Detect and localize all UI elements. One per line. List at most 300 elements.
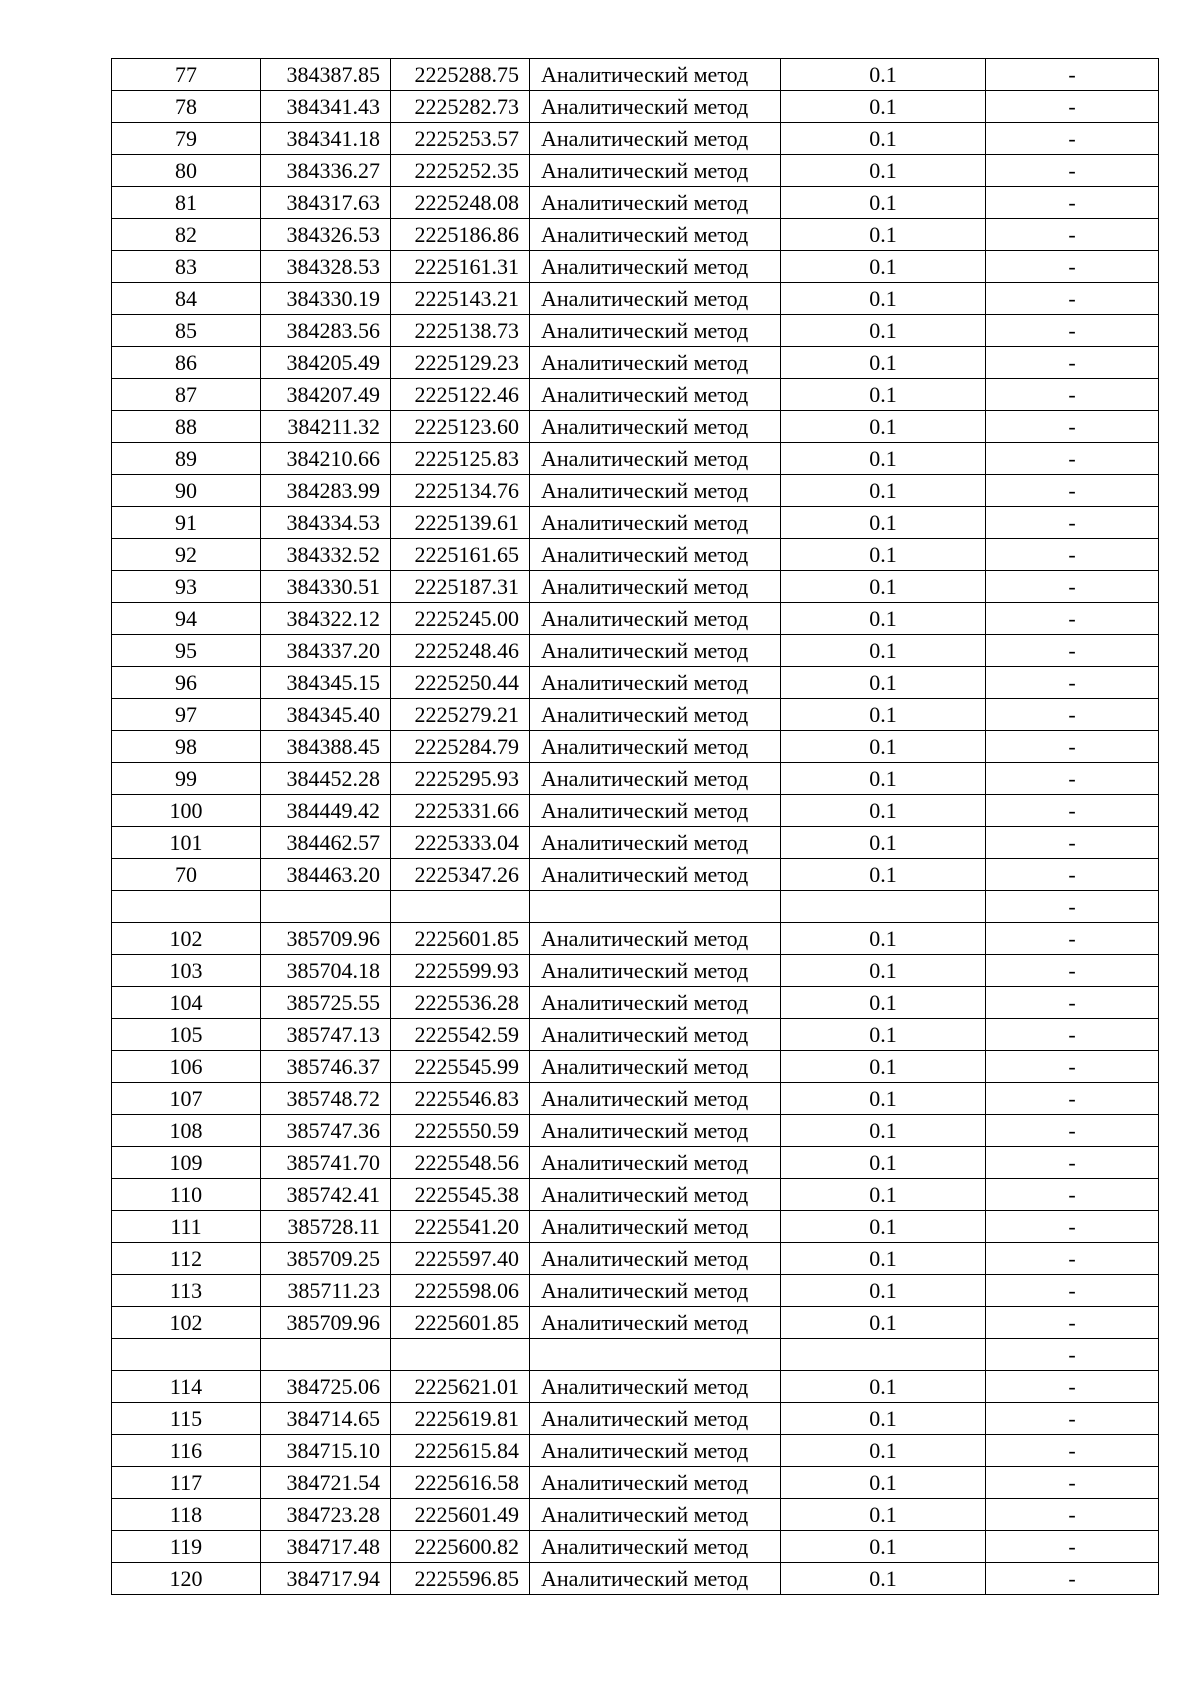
x-coordinate-cell: 385748.72 xyxy=(261,1083,391,1115)
note-cell: - xyxy=(986,955,1159,987)
method-cell: Аналитический метод xyxy=(530,635,781,667)
y-coordinate-cell: 2225253.57 xyxy=(391,123,530,155)
method-cell: Аналитический метод xyxy=(530,187,781,219)
note-cell: - xyxy=(986,155,1159,187)
table-row xyxy=(112,795,1159,827)
point-number-cell: 119 xyxy=(112,1531,261,1563)
y-coordinate-cell: 2225536.28 xyxy=(391,987,530,1019)
accuracy-cell: 0.1 xyxy=(781,315,986,347)
y-coordinate-cell: 2225542.59 xyxy=(391,1019,530,1051)
accuracy-cell: 0.1 xyxy=(781,187,986,219)
x-coordinate-cell: 384328.53 xyxy=(261,251,391,283)
point-number-cell: 120 xyxy=(112,1563,261,1595)
coordinates-table-body xyxy=(112,59,1159,1595)
note-cell: - xyxy=(986,1531,1159,1563)
point-number-cell: 92 xyxy=(112,539,261,571)
point-number-cell: 93 xyxy=(112,571,261,603)
method-cell: Аналитический метод xyxy=(530,507,781,539)
point-number-cell: 70 xyxy=(112,859,261,891)
note-cell: - xyxy=(986,635,1159,667)
note-cell: - xyxy=(986,763,1159,795)
y-coordinate-cell xyxy=(391,1339,530,1371)
point-number-cell: 105 xyxy=(112,1019,261,1051)
point-number-cell: 103 xyxy=(112,955,261,987)
point-number-cell: 111 xyxy=(112,1211,261,1243)
accuracy-cell: 0.1 xyxy=(781,795,986,827)
x-coordinate-cell: 384326.53 xyxy=(261,219,391,251)
table-row xyxy=(112,699,1159,731)
accuracy-cell: 0.1 xyxy=(781,251,986,283)
note-cell: - xyxy=(986,379,1159,411)
note-cell: - xyxy=(986,603,1159,635)
x-coordinate-cell: 385725.55 xyxy=(261,987,391,1019)
point-number-cell: 115 xyxy=(112,1403,261,1435)
y-coordinate-cell: 2225601.85 xyxy=(391,1307,530,1339)
accuracy-cell: 0.1 xyxy=(781,443,986,475)
y-coordinate-cell: 2225597.40 xyxy=(391,1243,530,1275)
accuracy-cell: 0.1 xyxy=(781,379,986,411)
y-coordinate-cell: 2225601.49 xyxy=(391,1499,530,1531)
x-coordinate-cell: 385709.25 xyxy=(261,1243,391,1275)
y-coordinate-cell: 2225122.46 xyxy=(391,379,530,411)
point-number-cell: 83 xyxy=(112,251,261,283)
note-cell: - xyxy=(986,91,1159,123)
point-number-cell: 97 xyxy=(112,699,261,731)
accuracy-cell: 0.1 xyxy=(781,1051,986,1083)
x-coordinate-cell xyxy=(261,891,391,923)
x-coordinate-cell: 384334.53 xyxy=(261,507,391,539)
point-number-cell: 85 xyxy=(112,315,261,347)
accuracy-cell: 0.1 xyxy=(781,603,986,635)
accuracy-cell: 0.1 xyxy=(781,1019,986,1051)
method-cell: Аналитический метод xyxy=(530,923,781,955)
point-number-cell: 110 xyxy=(112,1179,261,1211)
table-row xyxy=(112,1467,1159,1499)
point-number-cell: 102 xyxy=(112,923,261,955)
table-row xyxy=(112,91,1159,123)
table-row xyxy=(112,603,1159,635)
note-cell: - xyxy=(986,1371,1159,1403)
y-coordinate-cell: 2225186.86 xyxy=(391,219,530,251)
coordinates-table xyxy=(111,58,1159,1595)
method-cell: Аналитический метод xyxy=(530,1275,781,1307)
accuracy-cell: 0.1 xyxy=(781,411,986,443)
x-coordinate-cell: 385747.36 xyxy=(261,1115,391,1147)
accuracy-cell: 0.1 xyxy=(781,1435,986,1467)
accuracy-cell: 0.1 xyxy=(781,59,986,91)
note-cell: - xyxy=(986,1499,1159,1531)
method-cell: Аналитический метод xyxy=(530,763,781,795)
x-coordinate-cell: 385709.96 xyxy=(261,1307,391,1339)
y-coordinate-cell: 2225161.65 xyxy=(391,539,530,571)
x-coordinate-cell: 384715.10 xyxy=(261,1435,391,1467)
x-coordinate-cell: 384725.06 xyxy=(261,1371,391,1403)
y-coordinate-cell: 2225139.61 xyxy=(391,507,530,539)
table-row xyxy=(112,1371,1159,1403)
note-cell: - xyxy=(986,1435,1159,1467)
y-coordinate-cell: 2225279.21 xyxy=(391,699,530,731)
point-number-cell: 100 xyxy=(112,795,261,827)
point-number-cell: 99 xyxy=(112,763,261,795)
accuracy-cell: 0.1 xyxy=(781,1083,986,1115)
y-coordinate-cell: 2225333.04 xyxy=(391,827,530,859)
note-cell: - xyxy=(986,827,1159,859)
point-number-cell: 91 xyxy=(112,507,261,539)
accuracy-cell: 0.1 xyxy=(781,1115,986,1147)
method-cell: Аналитический метод xyxy=(530,795,781,827)
accuracy-cell xyxy=(781,1339,986,1371)
method-cell: Аналитический метод xyxy=(530,475,781,507)
note-cell: - xyxy=(986,123,1159,155)
x-coordinate-cell: 385746.37 xyxy=(261,1051,391,1083)
x-coordinate-cell: 384717.48 xyxy=(261,1531,391,1563)
note-cell: - xyxy=(986,1467,1159,1499)
accuracy-cell: 0.1 xyxy=(781,347,986,379)
method-cell: Аналитический метод xyxy=(530,1243,781,1275)
method-cell xyxy=(530,891,781,923)
method-cell: Аналитический метод xyxy=(530,59,781,91)
note-cell: - xyxy=(986,1083,1159,1115)
note-cell: - xyxy=(986,795,1159,827)
table-row xyxy=(112,347,1159,379)
y-coordinate-cell: 2225601.85 xyxy=(391,923,530,955)
y-coordinate-cell: 2225621.01 xyxy=(391,1371,530,1403)
x-coordinate-cell: 384721.54 xyxy=(261,1467,391,1499)
y-coordinate-cell: 2225161.31 xyxy=(391,251,530,283)
accuracy-cell: 0.1 xyxy=(781,1371,986,1403)
y-coordinate-cell: 2225129.23 xyxy=(391,347,530,379)
method-cell: Аналитический метод xyxy=(530,1115,781,1147)
accuracy-cell: 0.1 xyxy=(781,155,986,187)
note-cell: - xyxy=(986,539,1159,571)
table-row xyxy=(112,539,1159,571)
x-coordinate-cell: 384723.28 xyxy=(261,1499,391,1531)
x-coordinate-cell: 384211.32 xyxy=(261,411,391,443)
table-row xyxy=(112,155,1159,187)
method-cell: Аналитический метод xyxy=(530,1371,781,1403)
point-number-cell: 79 xyxy=(112,123,261,155)
x-coordinate-cell: 385711.23 xyxy=(261,1275,391,1307)
method-cell: Аналитический метод xyxy=(530,251,781,283)
point-number-cell: 98 xyxy=(112,731,261,763)
table-row xyxy=(112,955,1159,987)
note-cell: - xyxy=(986,1179,1159,1211)
x-coordinate-cell: 384337.20 xyxy=(261,635,391,667)
y-coordinate-cell: 2225347.26 xyxy=(391,859,530,891)
x-coordinate-cell: 384714.65 xyxy=(261,1403,391,1435)
accuracy-cell: 0.1 xyxy=(781,731,986,763)
table-row xyxy=(112,123,1159,155)
point-number-cell: 108 xyxy=(112,1115,261,1147)
y-coordinate-cell: 2225600.82 xyxy=(391,1531,530,1563)
accuracy-cell: 0.1 xyxy=(781,1467,986,1499)
method-cell: Аналитический метод xyxy=(530,1051,781,1083)
note-cell: - xyxy=(986,315,1159,347)
method-cell: Аналитический метод xyxy=(530,667,781,699)
note-cell: - xyxy=(986,1147,1159,1179)
point-number-cell: 95 xyxy=(112,635,261,667)
method-cell: Аналитический метод xyxy=(530,91,781,123)
x-coordinate-cell: 385742.41 xyxy=(261,1179,391,1211)
table-row xyxy=(112,987,1159,1019)
note-cell: - xyxy=(986,1243,1159,1275)
accuracy-cell: 0.1 xyxy=(781,1179,986,1211)
table-row xyxy=(112,859,1159,891)
y-coordinate-cell: 2225545.38 xyxy=(391,1179,530,1211)
x-coordinate-cell: 384463.20 xyxy=(261,859,391,891)
note-cell: - xyxy=(986,1051,1159,1083)
method-cell: Аналитический метод xyxy=(530,1531,781,1563)
method-cell: Аналитический метод xyxy=(530,1019,781,1051)
accuracy-cell: 0.1 xyxy=(781,1307,986,1339)
y-coordinate-cell: 2225282.73 xyxy=(391,91,530,123)
x-coordinate-cell: 385747.13 xyxy=(261,1019,391,1051)
table-row xyxy=(112,283,1159,315)
x-coordinate-cell: 384387.85 xyxy=(261,59,391,91)
point-number-cell: 81 xyxy=(112,187,261,219)
point-number-cell: 106 xyxy=(112,1051,261,1083)
accuracy-cell: 0.1 xyxy=(781,1243,986,1275)
method-cell: Аналитический метод xyxy=(530,1083,781,1115)
x-coordinate-cell: 385741.70 xyxy=(261,1147,391,1179)
y-coordinate-cell: 2225550.59 xyxy=(391,1115,530,1147)
note-cell: - xyxy=(986,443,1159,475)
point-number-cell: 116 xyxy=(112,1435,261,1467)
y-coordinate-cell: 2225248.46 xyxy=(391,635,530,667)
y-coordinate-cell: 2225541.20 xyxy=(391,1211,530,1243)
x-coordinate-cell: 384330.19 xyxy=(261,283,391,315)
table-row xyxy=(112,571,1159,603)
table-row xyxy=(112,1019,1159,1051)
accuracy-cell: 0.1 xyxy=(781,955,986,987)
point-number-cell: 77 xyxy=(112,59,261,91)
point-number-cell: 80 xyxy=(112,155,261,187)
note-cell: - xyxy=(986,987,1159,1019)
table-row xyxy=(112,1275,1159,1307)
point-number-cell: 113 xyxy=(112,1275,261,1307)
point-number-cell: 87 xyxy=(112,379,261,411)
y-coordinate-cell: 2225331.66 xyxy=(391,795,530,827)
point-number-cell: 109 xyxy=(112,1147,261,1179)
method-cell: Аналитический метод xyxy=(530,1563,781,1595)
note-cell: - xyxy=(986,891,1159,923)
y-coordinate-cell: 2225252.35 xyxy=(391,155,530,187)
point-number-cell: 78 xyxy=(112,91,261,123)
point-number-cell xyxy=(112,891,261,923)
method-cell: Аналитический метод xyxy=(530,1499,781,1531)
accuracy-cell: 0.1 xyxy=(781,1531,986,1563)
x-coordinate-cell: 384205.49 xyxy=(261,347,391,379)
table-row xyxy=(112,411,1159,443)
x-coordinate-cell: 384332.52 xyxy=(261,539,391,571)
note-cell: - xyxy=(986,187,1159,219)
note-cell: - xyxy=(986,699,1159,731)
method-cell: Аналитический метод xyxy=(530,1179,781,1211)
method-cell: Аналитический метод xyxy=(530,123,781,155)
method-cell: Аналитический метод xyxy=(530,1435,781,1467)
accuracy-cell: 0.1 xyxy=(781,667,986,699)
y-coordinate-cell: 2225615.84 xyxy=(391,1435,530,1467)
point-number-cell: 89 xyxy=(112,443,261,475)
x-coordinate-cell: 384717.94 xyxy=(261,1563,391,1595)
method-cell: Аналитический метод xyxy=(530,155,781,187)
x-coordinate-cell: 384283.99 xyxy=(261,475,391,507)
note-cell: - xyxy=(986,1115,1159,1147)
table-row xyxy=(112,379,1159,411)
table-row xyxy=(112,1211,1159,1243)
x-coordinate-cell: 384341.18 xyxy=(261,123,391,155)
note-cell: - xyxy=(986,1307,1159,1339)
x-coordinate-cell: 384388.45 xyxy=(261,731,391,763)
note-cell: - xyxy=(986,347,1159,379)
accuracy-cell: 0.1 xyxy=(781,507,986,539)
y-coordinate-cell: 2225619.81 xyxy=(391,1403,530,1435)
accuracy-cell: 0.1 xyxy=(781,763,986,795)
x-coordinate-cell xyxy=(261,1339,391,1371)
point-number-cell: 117 xyxy=(112,1467,261,1499)
accuracy-cell: 0.1 xyxy=(781,923,986,955)
note-cell: - xyxy=(986,1339,1159,1371)
table-row xyxy=(112,219,1159,251)
x-coordinate-cell: 384449.42 xyxy=(261,795,391,827)
note-cell: - xyxy=(986,283,1159,315)
accuracy-cell xyxy=(781,891,986,923)
table-row xyxy=(112,1435,1159,1467)
table-row xyxy=(112,635,1159,667)
point-number-cell: 90 xyxy=(112,475,261,507)
method-cell: Аналитический метод xyxy=(530,1467,781,1499)
table-row xyxy=(112,59,1159,91)
accuracy-cell: 0.1 xyxy=(781,123,986,155)
method-cell: Аналитический метод xyxy=(530,347,781,379)
method-cell: Аналитический метод xyxy=(530,315,781,347)
note-cell: - xyxy=(986,571,1159,603)
y-coordinate-cell: 2225245.00 xyxy=(391,603,530,635)
table-row xyxy=(112,1179,1159,1211)
accuracy-cell: 0.1 xyxy=(781,539,986,571)
method-cell: Аналитический метод xyxy=(530,539,781,571)
note-cell: - xyxy=(986,923,1159,955)
y-coordinate-cell: 2225548.56 xyxy=(391,1147,530,1179)
method-cell: Аналитический метод xyxy=(530,571,781,603)
table-row xyxy=(112,1339,1159,1371)
table-row xyxy=(112,187,1159,219)
note-cell: - xyxy=(986,411,1159,443)
table-row xyxy=(112,1115,1159,1147)
method-cell: Аналитический метод xyxy=(530,955,781,987)
table-row xyxy=(112,1531,1159,1563)
table-row xyxy=(112,251,1159,283)
point-number-cell: 102 xyxy=(112,1307,261,1339)
x-coordinate-cell: 384452.28 xyxy=(261,763,391,795)
accuracy-cell: 0.1 xyxy=(781,987,986,1019)
table-row xyxy=(112,1563,1159,1595)
accuracy-cell: 0.1 xyxy=(781,571,986,603)
accuracy-cell: 0.1 xyxy=(781,219,986,251)
note-cell: - xyxy=(986,859,1159,891)
note-cell: - xyxy=(986,731,1159,763)
method-cell: Аналитический метод xyxy=(530,443,781,475)
table-row xyxy=(112,1243,1159,1275)
x-coordinate-cell: 384283.56 xyxy=(261,315,391,347)
note-cell: - xyxy=(986,507,1159,539)
method-cell: Аналитический метод xyxy=(530,283,781,315)
method-cell: Аналитический метод xyxy=(530,1147,781,1179)
table-row xyxy=(112,827,1159,859)
note-cell: - xyxy=(986,475,1159,507)
x-coordinate-cell: 384462.57 xyxy=(261,827,391,859)
accuracy-cell: 0.1 xyxy=(781,1403,986,1435)
method-cell: Аналитический метод xyxy=(530,219,781,251)
method-cell: Аналитический метод xyxy=(530,411,781,443)
method-cell: Аналитический метод xyxy=(530,603,781,635)
accuracy-cell: 0.1 xyxy=(781,859,986,891)
table-row xyxy=(112,507,1159,539)
point-number-cell: 104 xyxy=(112,987,261,1019)
table-row xyxy=(112,763,1159,795)
point-number-cell: 101 xyxy=(112,827,261,859)
table-row xyxy=(112,731,1159,763)
accuracy-cell: 0.1 xyxy=(781,1499,986,1531)
accuracy-cell: 0.1 xyxy=(781,1147,986,1179)
x-coordinate-cell: 384210.66 xyxy=(261,443,391,475)
point-number-cell: 118 xyxy=(112,1499,261,1531)
table-row xyxy=(112,1307,1159,1339)
point-number-cell: 82 xyxy=(112,219,261,251)
y-coordinate-cell: 2225599.93 xyxy=(391,955,530,987)
note-cell: - xyxy=(986,219,1159,251)
y-coordinate-cell: 2225187.31 xyxy=(391,571,530,603)
x-coordinate-cell: 385704.18 xyxy=(261,955,391,987)
y-coordinate-cell xyxy=(391,891,530,923)
note-cell: - xyxy=(986,251,1159,283)
point-number-cell: 84 xyxy=(112,283,261,315)
accuracy-cell: 0.1 xyxy=(781,1275,986,1307)
point-number-cell: 114 xyxy=(112,1371,261,1403)
accuracy-cell: 0.1 xyxy=(781,91,986,123)
point-number-cell: 107 xyxy=(112,1083,261,1115)
x-coordinate-cell: 384330.51 xyxy=(261,571,391,603)
y-coordinate-cell: 2225598.06 xyxy=(391,1275,530,1307)
y-coordinate-cell: 2225295.93 xyxy=(391,763,530,795)
method-cell: Аналитический метод xyxy=(530,1211,781,1243)
x-coordinate-cell: 384322.12 xyxy=(261,603,391,635)
point-number-cell: 112 xyxy=(112,1243,261,1275)
x-coordinate-cell: 384345.40 xyxy=(261,699,391,731)
accuracy-cell: 0.1 xyxy=(781,475,986,507)
method-cell: Аналитический метод xyxy=(530,699,781,731)
y-coordinate-cell: 2225596.85 xyxy=(391,1563,530,1595)
accuracy-cell: 0.1 xyxy=(781,699,986,731)
method-cell: Аналитический метод xyxy=(530,827,781,859)
method-cell: Аналитический метод xyxy=(530,379,781,411)
accuracy-cell: 0.1 xyxy=(781,1563,986,1595)
note-cell: - xyxy=(986,1275,1159,1307)
table-row xyxy=(112,891,1159,923)
table-row xyxy=(112,1499,1159,1531)
table-row xyxy=(112,475,1159,507)
accuracy-cell: 0.1 xyxy=(781,1211,986,1243)
y-coordinate-cell: 2225138.73 xyxy=(391,315,530,347)
method-cell: Аналитический метод xyxy=(530,1307,781,1339)
note-cell: - xyxy=(986,1211,1159,1243)
accuracy-cell: 0.1 xyxy=(781,635,986,667)
method-cell: Аналитический метод xyxy=(530,1403,781,1435)
x-coordinate-cell: 385709.96 xyxy=(261,923,391,955)
y-coordinate-cell: 2225143.21 xyxy=(391,283,530,315)
x-coordinate-cell: 384317.63 xyxy=(261,187,391,219)
point-number-cell: 88 xyxy=(112,411,261,443)
